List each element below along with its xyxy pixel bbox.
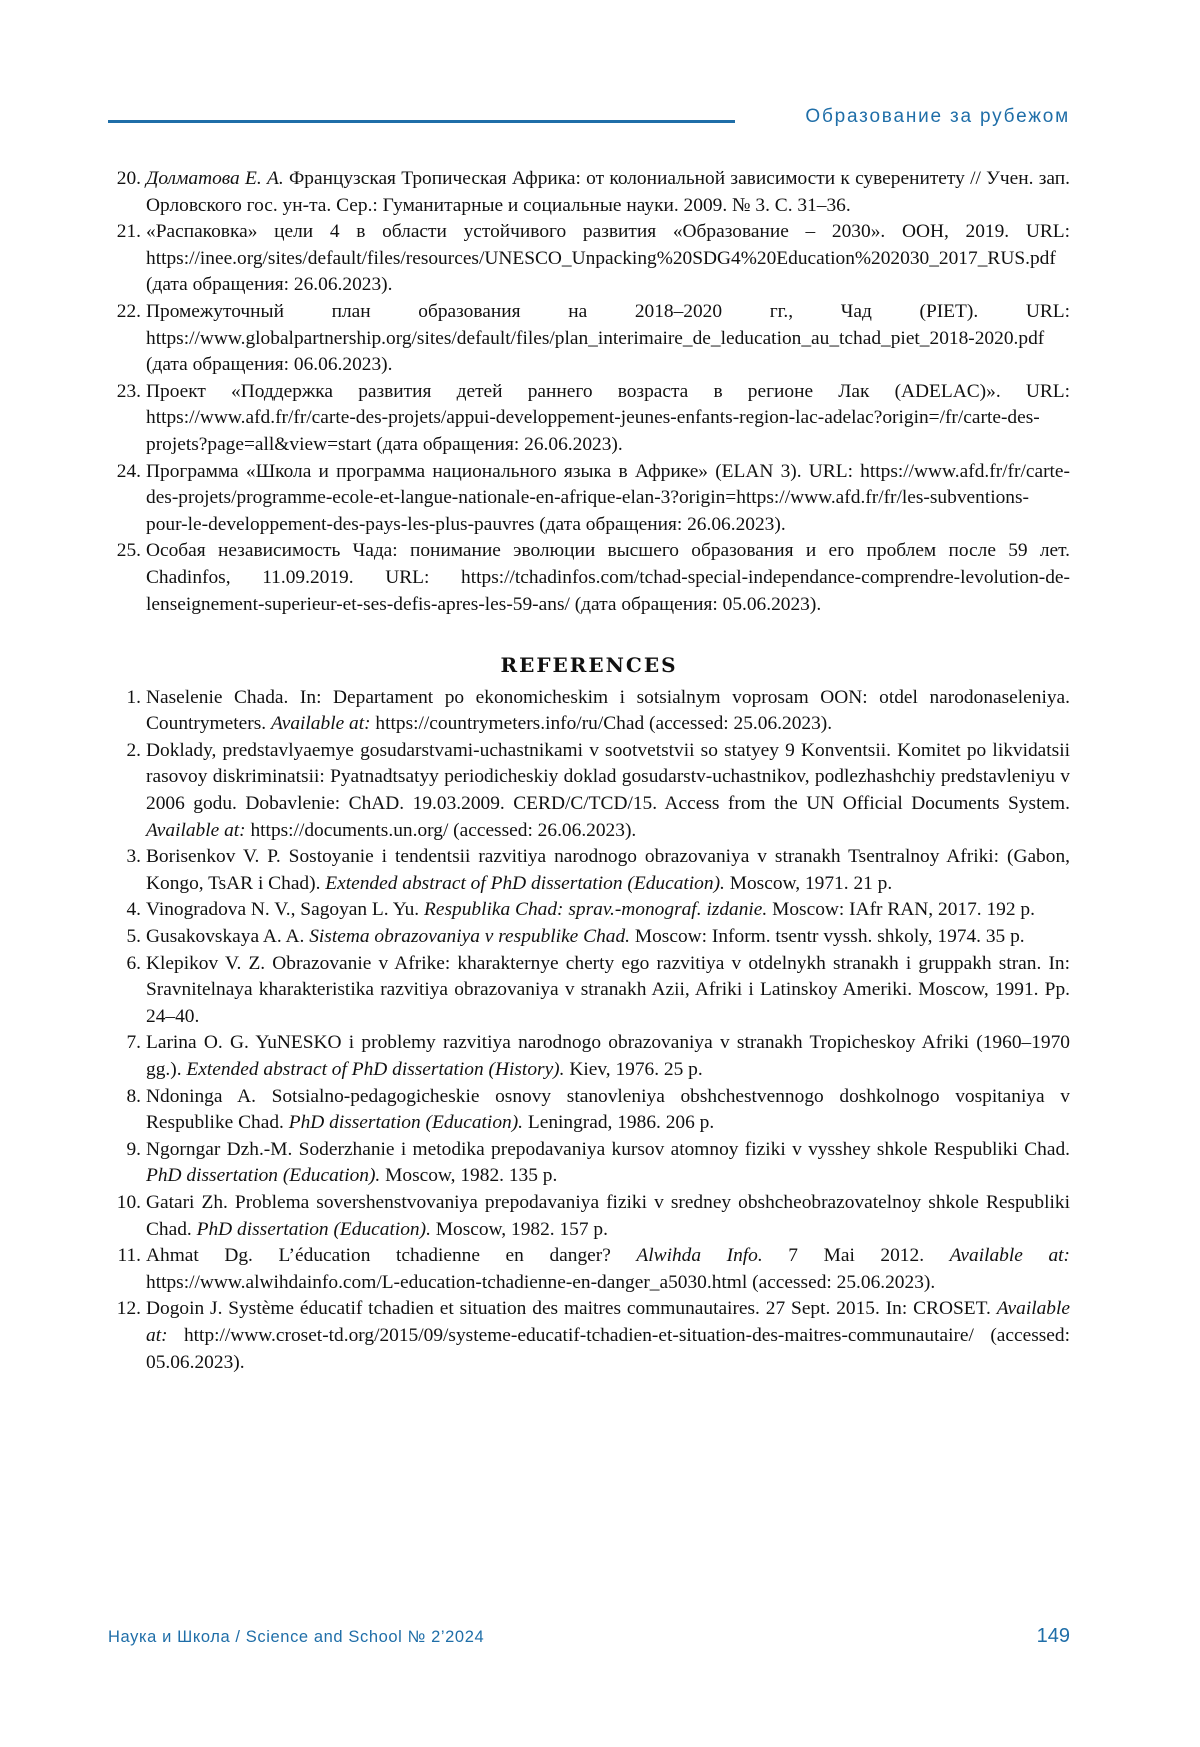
reference-number: 7. (126, 1032, 141, 1054)
reference-text: Doklady, predstavlyaemye gosudarstvami-uchastnikami v sootvetstvii so statyey 9 Konventsii. Komitet po likvidatsii rasovoy diskriminatsii: Pyatnadtsatyy periodicheskiy doklad gosudarstv-uchastnikov, podlezhashchiy predstavleniyu v 2006 godu. Dobavlenie: ChAD. 19.03.2009. CERD/C/TCD/15. Access from the UN Official Documents System. (146, 739, 1070, 815)
reference-number: 4. (126, 899, 141, 921)
reference-italic-text: Sistema obrazovaniya v respublike Chad. (309, 926, 631, 948)
reference-italic-text: PhD dissertation (Education). (146, 1165, 381, 1187)
reference-item (108, 299, 1070, 379)
reference-number: 8. (126, 1085, 141, 1107)
reference-item (108, 844, 1070, 897)
reference-item (108, 219, 1070, 299)
reference-text: Французская Тропическая Африка: от колониальной зависимости к суверенитету // Учен. зап. Орловского гос. ун-та. Сер.: Гуманитарные и социальные науки. 2009. № 3. С. 31–36. (146, 168, 1070, 216)
reference-italic-text: PhD dissertation (Education). (288, 1112, 524, 1134)
reference-number: 23. (116, 380, 141, 402)
reference-text: Klepikov V. Z. Obrazovanie v Afrike: kharakternye cherty ego razvitiya v otdelnykh stranakh i gruppakh stran. In: Sravnitelnaya kharakteristika razvitiya obrazovaniya v stranakh Azii, Afriki i Latinskoy Ameriki. Moscow, 1991. Pp. 24–40. (146, 952, 1070, 1027)
reference-italic-text: Alwihda Info. (636, 1245, 763, 1267)
reference-italic-text: Available at: (270, 713, 371, 735)
reference-number: 3. (126, 846, 141, 868)
reference-text: Moscow, 1982. 157 p. (430, 1218, 608, 1240)
reference-text: Gusakovskaya A. A. (146, 926, 310, 948)
reference-number: 9. (126, 1138, 141, 1160)
reference-text: Gatari Zh. Problema sovershenstvovaniya prepodavaniya fiziki v sredney obshcheobrazovatelnoy shkole Respubliki Chad. (146, 1191, 1070, 1240)
reference-italic-text: Available at: (949, 1245, 1071, 1267)
reference-text: Borisenkov V. P. Sostoyanie i tendentsii razvitiya narodnogo obrazovaniya v stranakh Tsentralnoy Afriki: (Gabon, Kongo, TsAR i Chad). (146, 846, 1070, 894)
reference-text: Особая независимость Чада: понимание эволюции высшего образования и его проблем после 59 лет. Chadinfos, 11.09.2019. URL: https://tchadinfos.com/tchad-special-independance-comprendre-levolution-de-lenseignement-superieur-et-ses-defis-apres-les-59-ans/ (дата обращения: 05.06.2023). (146, 540, 1070, 615)
reference-italic-text: Available at: (146, 1298, 1070, 1346)
reference-item (108, 538, 1070, 618)
reference-item (108, 459, 1070, 539)
reference-text: https://countrymeters.info/ru/Chad (accessed: 25.06.2023). (370, 713, 833, 735)
reference-text: Ndoninga A. Sotsialno-pedagogicheskie osnovy stanovleniya obshchestvennogo doshkolnogo vospitaniya v Respublike Chad. (146, 1085, 1070, 1134)
reference-number: 25. (116, 540, 141, 562)
reference-text: Ngorngar Dzh.-M. Soderzhanie i metodika prepodavaniya kursov atomnoy fiziki v vysshey shkole Respubliki Chad. (146, 1138, 1070, 1160)
reference-italic-text: PhD dissertation (Education). (196, 1218, 431, 1240)
reference-number: 20. (116, 168, 141, 189)
reference-number: 24. (116, 460, 141, 482)
section-title: Образование за рубежом (805, 106, 1070, 127)
reference-text: http://www.croset-td.org/2015/09/systeme-educatif-tchadien-et-situation-des-maitres-communautaire/ (accessed: 05.06.2023). (146, 1324, 1070, 1373)
reference-content (108, 166, 1070, 1376)
reference-text: Dogoin J. Système éducatif tchadien et situation des maitres communautaires. 27 Sept. 2015. In: CROSET. (146, 1298, 997, 1320)
reference-item (108, 897, 1070, 924)
reference-number: 10. (116, 1191, 141, 1213)
reference-number: 11. (117, 1245, 141, 1267)
reference-number: 12. (116, 1298, 141, 1320)
reference-item (108, 379, 1070, 459)
reference-item (108, 685, 1070, 738)
reference-italic-text: Available at: (146, 819, 246, 841)
reference-item (108, 1296, 1070, 1376)
reference-text: Leningrad, 1986. 206 p. (523, 1112, 715, 1134)
reference-text: Larina O. G. YuNESKO i problemy razvitiya narodnogo obrazovaniya v stranakh Tropicheskoy Afriki (1960–1970 gg.). (146, 1032, 1070, 1080)
reference-item (108, 1190, 1070, 1243)
reference-text: Программа «Школа и программа национального языка в Африке» (ELAN 3). URL: https://www.afd.fr/fr/carte-des-projets/programme-ecole-et-langue-nationale-en-afrique-elan-3?origin=https://www.afd.fr/fr/les-subventions-pour-le-developpement-des-pays-les-plus-pauvres (дата обращения: 26.06.2023). (146, 460, 1070, 535)
reference-text: Проект «Поддержка развития детей раннего возраста в регионе Лак (ADELAC)». URL: https://www.afd.fr/fr/carte-des-projets/appui-developpement-jeunes-enfants-region-lac-adelac?origin=/fr/carte-des-projets?page=all&view=start (дата обращения: 26.06.2023). (146, 380, 1070, 455)
reference-text: Vinogradova N. V., Sagoyan L. Yu. (146, 899, 424, 921)
russian-reference-list (108, 166, 1070, 618)
reference-item (108, 951, 1070, 1031)
page-number: 149 (1036, 1625, 1070, 1647)
reference-italic-text: Долматова Е. А. (146, 168, 284, 189)
reference-text: Промежуточный план образования на 2018–2020 гг., Чад (PIET). URL: https://www.globalpartnership.org/sites/default/files/plan_interimaire_de_leducation_au_tchad_piet_2018-2020.pdf (дата обращения: 06.06.2023). (146, 300, 1070, 376)
journal-name: Наука и Школа / Science and School № 2’2024 (108, 1628, 485, 1646)
reference-text: «Распаковка» цели 4 в области устойчивого развития «Образование – 2030». ООН, 2019. URL: https://inee.org/sites/default/files/resources/UNESCO_Unpacking%20SDG4%20Education%202030_2017_RUS.pdf (дата обращения: 26.06.2023). (146, 221, 1070, 296)
references-heading: REFERENCES (500, 653, 678, 678)
reference-text: Moscow, 1982. 135 p. (380, 1165, 558, 1187)
reference-text: https://documents.un.org/ (accessed: 26.06.2023). (245, 819, 637, 841)
reference-text: 7 Mai 2012. (762, 1245, 950, 1267)
reference-text: Moscow: Inform. tsentr vyssh. shkoly, 1974. 35 p. (630, 926, 1025, 948)
reference-text: Kiev, 1976. 25 p. (564, 1059, 703, 1080)
running-header (108, 104, 1070, 128)
reference-number: 2. (126, 739, 141, 761)
reference-text: Naselenie Chada. In: Departament po ekonomicheskim i sotsialnym voprosam OON: otdel narodonaseleniya. Countrymeters. (146, 686, 1070, 735)
reference-item (108, 738, 1070, 844)
reference-number: 22. (116, 300, 141, 322)
reference-item (108, 1030, 1070, 1083)
reference-number: 1. (126, 686, 141, 708)
reference-text: Moscow: IAfr RAN, 2017. 192 p. (767, 899, 1035, 921)
reference-text: https://www.alwihdainfo.com/L-education-tchadienne-en-danger_a5030.html (accessed: 25.06.2023). (146, 1271, 936, 1293)
reference-item (108, 1084, 1070, 1137)
reference-number: 6. (126, 952, 141, 974)
reference-italic-text: Extended abstract of PhD dissertation (Education). (325, 872, 725, 894)
reference-text: Moscow, 1971. 21 p. (724, 872, 893, 894)
reference-number: 21. (116, 221, 141, 243)
reference-italic-text: Respublika Chad: sprav.-monograf. izdanie. (424, 899, 768, 921)
header-rule (108, 120, 735, 123)
reference-item (108, 166, 1070, 219)
reference-item (108, 1137, 1070, 1190)
reference-italic-text: Extended abstract of PhD dissertation (History). (186, 1059, 565, 1080)
reference-item (108, 924, 1070, 951)
reference-text: Ahmat Dg. L’éducation tchadienne en danger? (146, 1245, 637, 1267)
reference-number: 5. (126, 926, 141, 948)
reference-item (108, 1243, 1070, 1296)
references-list (108, 685, 1070, 1376)
